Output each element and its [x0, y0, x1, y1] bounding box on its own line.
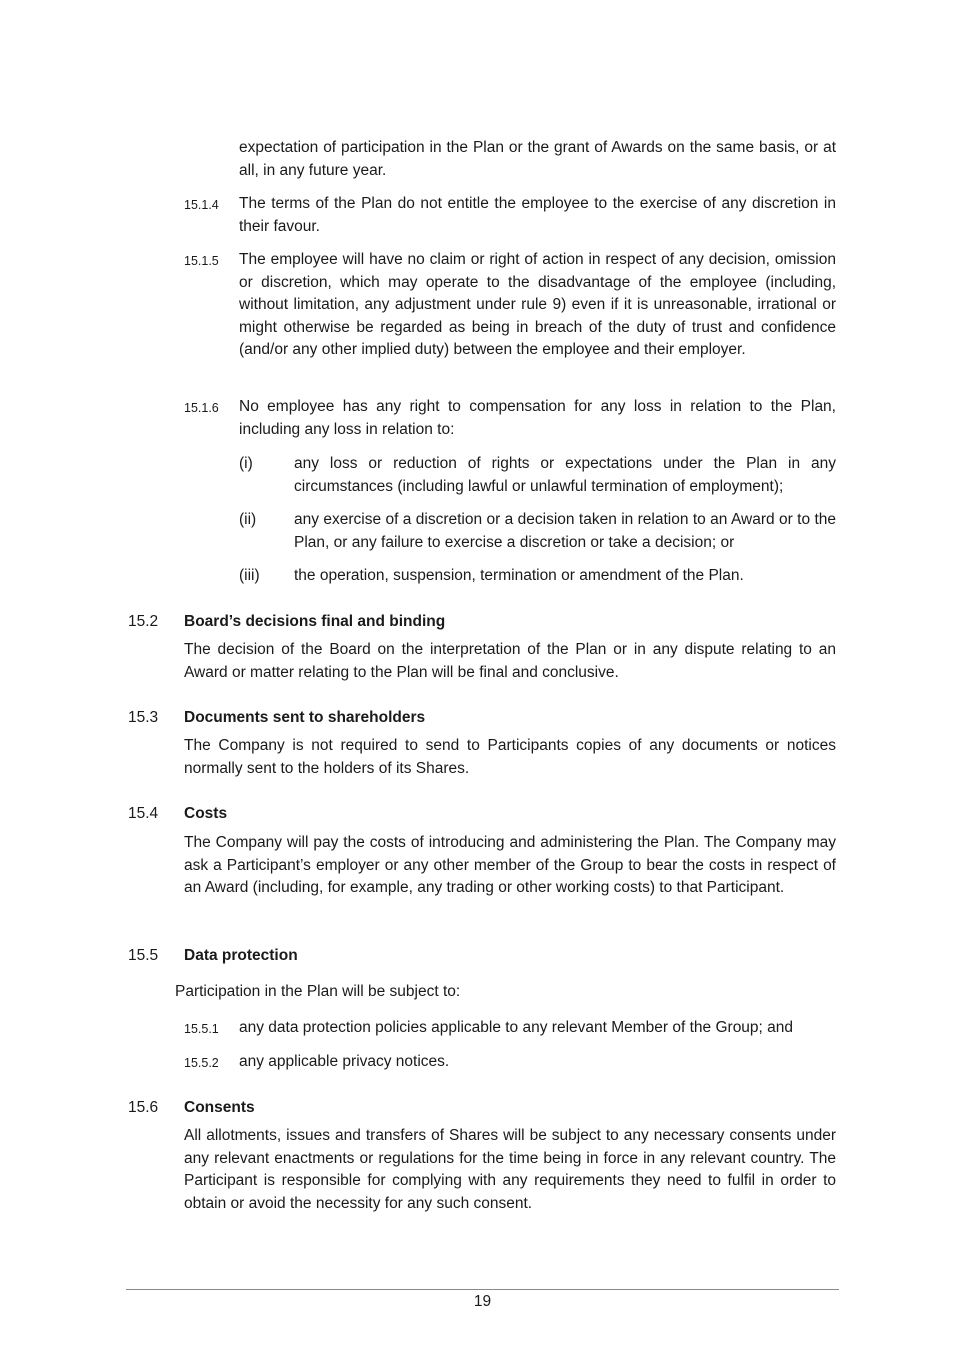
clause-text: any applicable privacy notices. — [239, 1053, 450, 1070]
section-number: 15.5 — [128, 947, 159, 964]
clause-number: 15.1.6 — [184, 401, 219, 415]
section-heading: Data protection — [184, 947, 298, 964]
roman-item-text: any loss or reduction of rights or expectations under the Plan in any circumstances (including lawful or unlawful termination of employment); — [294, 455, 836, 495]
clause-number: 15.5.2 — [184, 1056, 219, 1070]
section-heading: Board’s decisions final and binding — [184, 613, 446, 630]
clause-text: The employee will have no claim or right of action in respect of any decision, omission or discretion, which may operate to the disadvantage of the employee (including, without limitation, any adjustment under rule 9) even if it is unreasonable, irrational or might otherwise be regarded as being in breach of the duty of trust and confidence (and/or any other implied duty) between the employee and their employer. — [239, 251, 836, 359]
continuation-paragraph: expectation of participation in the Plan or the grant of Awards on the same basis, or at all, in any future year. — [239, 139, 836, 179]
section-number: 15.4 — [128, 805, 159, 822]
clause-number: 15.1.5 — [184, 254, 219, 268]
page-number: 19 — [473, 1293, 492, 1310]
section-body: The Company is not required to send to Participants copies of any documents or notices normally sent to the holders of its Shares. — [184, 737, 836, 777]
roman-item-text: any exercise of a discretion or a decision taken in relation to an Award or to the Plan, or any failure to exercise a discretion or take a decision; or — [294, 511, 836, 551]
clause-text: No employee has any right to compensation for any loss in relation to the Plan, including any loss in relation to: — [239, 398, 836, 438]
clause-text: any data protection policies applicable to any relevant Member of the Group; and — [239, 1019, 794, 1036]
roman-numeral: (i) — [239, 455, 253, 472]
clause-number: 15.5.1 — [184, 1022, 219, 1036]
section-body: The decision of the Board on the interpretation of the Plan or in any dispute relating to an Award or matter relating to the Plan will be final and conclusive. — [184, 641, 836, 681]
section-number: 15.6 — [128, 1099, 159, 1116]
section-heading: Consents — [184, 1099, 255, 1116]
section-heading: Documents sent to shareholders — [184, 709, 426, 726]
roman-item-text: the operation, suspension, termination or amendment of the Plan. — [294, 567, 744, 584]
section-body: Participation in the Plan will be subject to: — [175, 983, 461, 1000]
section-number: 15.3 — [128, 709, 159, 726]
section-body: The Company will pay the costs of introducing and administering the Plan. The Company may ask a Participant’s employer or any other member of the Group to bear the costs in respect of an Award (including, for example, any trading or other working costs) to that Participant. — [184, 834, 836, 897]
section-heading: Costs — [184, 805, 228, 822]
clause-text: The terms of the Plan do not entitle the employee to the exercise of any discretion in their favour. — [239, 195, 836, 235]
roman-numeral: (ii) — [239, 511, 257, 528]
clause-number: 15.1.4 — [184, 198, 219, 212]
section-number: 15.2 — [128, 613, 159, 630]
roman-numeral: (iii) — [239, 567, 260, 584]
footer-divider — [126, 1289, 839, 1290]
section-body: All allotments, issues and transfers of Shares will be subject to any necessary consents under any relevant enactments or regulations for the time being in force in any relevant country. The Participant is responsible for complying with any requirements they need to fulfil in order to obtain or avoid the necessity for any such consent. — [184, 1127, 836, 1212]
